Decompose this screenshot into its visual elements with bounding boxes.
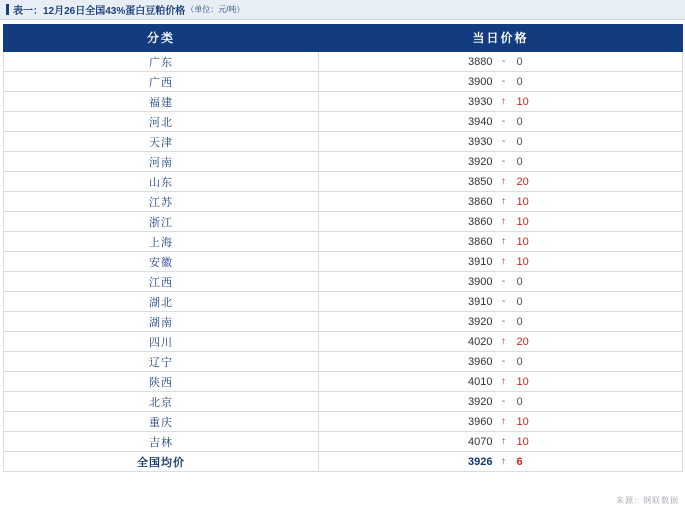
price-group <box>319 452 682 471</box>
price-change: 10 <box>516 235 529 248</box>
column-header-category: 分类 <box>4 25 319 52</box>
table-row <box>4 252 683 272</box>
arrow-up-icon: ↑ <box>501 375 506 387</box>
table-row <box>4 352 683 372</box>
cell-category: 江西 <box>4 272 319 292</box>
price-value: 3930 <box>468 95 493 108</box>
price-change: 20 <box>516 175 529 188</box>
cell-category: 安徽 <box>4 252 319 272</box>
price-change: 0 <box>516 135 523 148</box>
title-marker-icon <box>6 4 9 15</box>
table-row <box>4 212 683 232</box>
table-title-bar <box>0 0 685 20</box>
cell-category: 全国均价 <box>4 452 319 472</box>
arrow-up-icon: ↑ <box>501 195 506 207</box>
cell-category: 辽宁 <box>4 352 319 372</box>
cell-price <box>319 312 683 332</box>
arrow-up-icon: ↑ <box>501 455 506 467</box>
dash-icon: - <box>501 155 506 167</box>
dash-icon: - <box>501 295 506 307</box>
arrow-up-icon: ↑ <box>501 435 506 447</box>
price-group <box>319 372 682 391</box>
cell-category: 河南 <box>4 152 319 172</box>
price-value: 4070 <box>468 435 493 448</box>
price-group <box>319 432 682 451</box>
cell-category: 广东 <box>4 52 319 72</box>
price-value: 3926 <box>468 455 493 468</box>
price-change: 6 <box>516 455 523 468</box>
price-group <box>319 132 682 151</box>
price-group <box>319 352 682 371</box>
table-row <box>4 232 683 252</box>
dash-icon: - <box>501 275 506 287</box>
cell-price <box>319 272 683 292</box>
dash-icon: - <box>501 115 506 127</box>
price-value: 3860 <box>468 215 493 228</box>
price-change: 10 <box>516 215 529 228</box>
price-change: 0 <box>516 315 523 328</box>
price-group <box>319 252 682 271</box>
price-change: 0 <box>516 115 523 128</box>
table-row-total <box>4 452 683 472</box>
price-group <box>319 172 682 191</box>
price-value: 3960 <box>468 355 493 368</box>
price-change: 10 <box>516 195 529 208</box>
price-value: 3900 <box>468 75 493 88</box>
table-row <box>4 172 683 192</box>
price-change: 10 <box>516 255 529 268</box>
cell-price <box>319 452 683 472</box>
price-group <box>319 112 682 131</box>
price-value: 3860 <box>468 195 493 208</box>
table-row <box>4 132 683 152</box>
price-change: 0 <box>516 155 523 168</box>
price-value: 3960 <box>468 415 493 428</box>
table-row <box>4 332 683 352</box>
price-value: 3900 <box>468 275 493 288</box>
price-group <box>319 392 682 411</box>
column-header-price: 当日价格 <box>319 25 683 52</box>
cell-category: 四川 <box>4 332 319 352</box>
cell-price <box>319 292 683 312</box>
price-value: 3860 <box>468 235 493 248</box>
price-group <box>319 192 682 211</box>
cell-price <box>319 252 683 272</box>
title-unit: （单位：元/吨） <box>186 5 245 14</box>
price-value: 3930 <box>468 135 493 148</box>
arrow-up-icon: ↑ <box>501 335 506 347</box>
cell-price <box>319 92 683 112</box>
price-group <box>319 212 682 231</box>
cell-price <box>319 352 683 372</box>
price-value: 3880 <box>468 55 493 68</box>
cell-price <box>319 232 683 252</box>
cell-category: 福建 <box>4 92 319 112</box>
dash-icon: - <box>501 315 506 327</box>
price-change: 0 <box>516 355 523 368</box>
cell-category: 上海 <box>4 232 319 252</box>
price-value: 3850 <box>468 175 493 188</box>
cell-price <box>319 112 683 132</box>
table-head <box>4 25 683 52</box>
price-value: 3920 <box>468 155 493 168</box>
table-row <box>4 292 683 312</box>
table-row <box>4 112 683 132</box>
table-row <box>4 52 683 72</box>
price-group <box>319 232 682 251</box>
price-change: 10 <box>516 435 529 448</box>
cell-price <box>319 432 683 452</box>
table-row <box>4 92 683 112</box>
table-header-row <box>4 25 683 52</box>
arrow-up-icon: ↑ <box>501 255 506 267</box>
arrow-up-icon: ↑ <box>501 415 506 427</box>
price-change: 0 <box>516 75 523 88</box>
price-group <box>319 312 682 331</box>
cell-category: 湖南 <box>4 312 319 332</box>
price-value: 3910 <box>468 255 493 268</box>
table-row <box>4 72 683 92</box>
cell-price <box>319 132 683 152</box>
price-value: 3910 <box>468 295 493 308</box>
dash-icon: - <box>501 395 506 407</box>
price-change: 20 <box>516 335 529 348</box>
price-change: 10 <box>516 95 529 108</box>
cell-price <box>319 212 683 232</box>
cell-category: 浙江 <box>4 212 319 232</box>
price-value: 4010 <box>468 375 493 388</box>
arrow-up-icon: ↑ <box>501 235 506 247</box>
dash-icon: - <box>501 355 506 367</box>
cell-price <box>319 172 683 192</box>
price-value: 4020 <box>468 335 493 348</box>
cell-category: 河北 <box>4 112 319 132</box>
table-row <box>4 432 683 452</box>
cell-price <box>319 192 683 212</box>
price-change: 0 <box>516 295 523 308</box>
dash-icon: - <box>501 135 506 147</box>
cell-category: 湖北 <box>4 292 319 312</box>
table-row <box>4 372 683 392</box>
table-body <box>4 52 683 472</box>
cell-price <box>319 72 683 92</box>
cell-price <box>319 412 683 432</box>
price-value: 3940 <box>468 115 493 128</box>
price-group <box>319 292 682 311</box>
cell-price <box>319 52 683 72</box>
arrow-up-icon: ↑ <box>501 95 506 107</box>
price-change: 0 <box>516 55 523 68</box>
price-group <box>319 332 682 351</box>
table-row <box>4 152 683 172</box>
cell-category: 天津 <box>4 132 319 152</box>
cell-category: 北京 <box>4 392 319 412</box>
dash-icon: - <box>501 75 506 87</box>
price-change: 10 <box>516 375 529 388</box>
cell-price <box>319 392 683 412</box>
price-group <box>319 72 682 91</box>
table-row <box>4 192 683 212</box>
price-change: 0 <box>516 275 523 288</box>
cell-category: 重庆 <box>4 412 319 432</box>
table-row <box>4 272 683 292</box>
cell-category: 陕西 <box>4 372 319 392</box>
source-note: 来源：钢联数据 <box>616 496 679 505</box>
price-group <box>319 92 682 111</box>
cell-category: 江苏 <box>4 192 319 212</box>
price-table <box>3 24 683 472</box>
cell-price <box>319 372 683 392</box>
price-change: 10 <box>516 415 529 428</box>
cell-price <box>319 152 683 172</box>
price-group <box>319 52 682 71</box>
page-title: 12月26日全国43%蛋白豆粕价格 <box>43 6 186 17</box>
cell-price <box>319 332 683 352</box>
arrow-up-icon: ↑ <box>501 175 506 187</box>
table-row <box>4 312 683 332</box>
table-label: 表一： <box>13 6 43 17</box>
table-row <box>4 412 683 432</box>
dash-icon: - <box>501 55 506 67</box>
table-row <box>4 392 683 412</box>
price-value: 3920 <box>468 395 493 408</box>
price-group <box>319 412 682 431</box>
cell-category: 吉林 <box>4 432 319 452</box>
price-value: 3920 <box>468 315 493 328</box>
price-group <box>319 152 682 171</box>
cell-category: 山东 <box>4 172 319 192</box>
arrow-up-icon: ↑ <box>501 215 506 227</box>
price-change: 0 <box>516 395 523 408</box>
cell-category: 广西 <box>4 72 319 92</box>
price-group <box>319 272 682 291</box>
